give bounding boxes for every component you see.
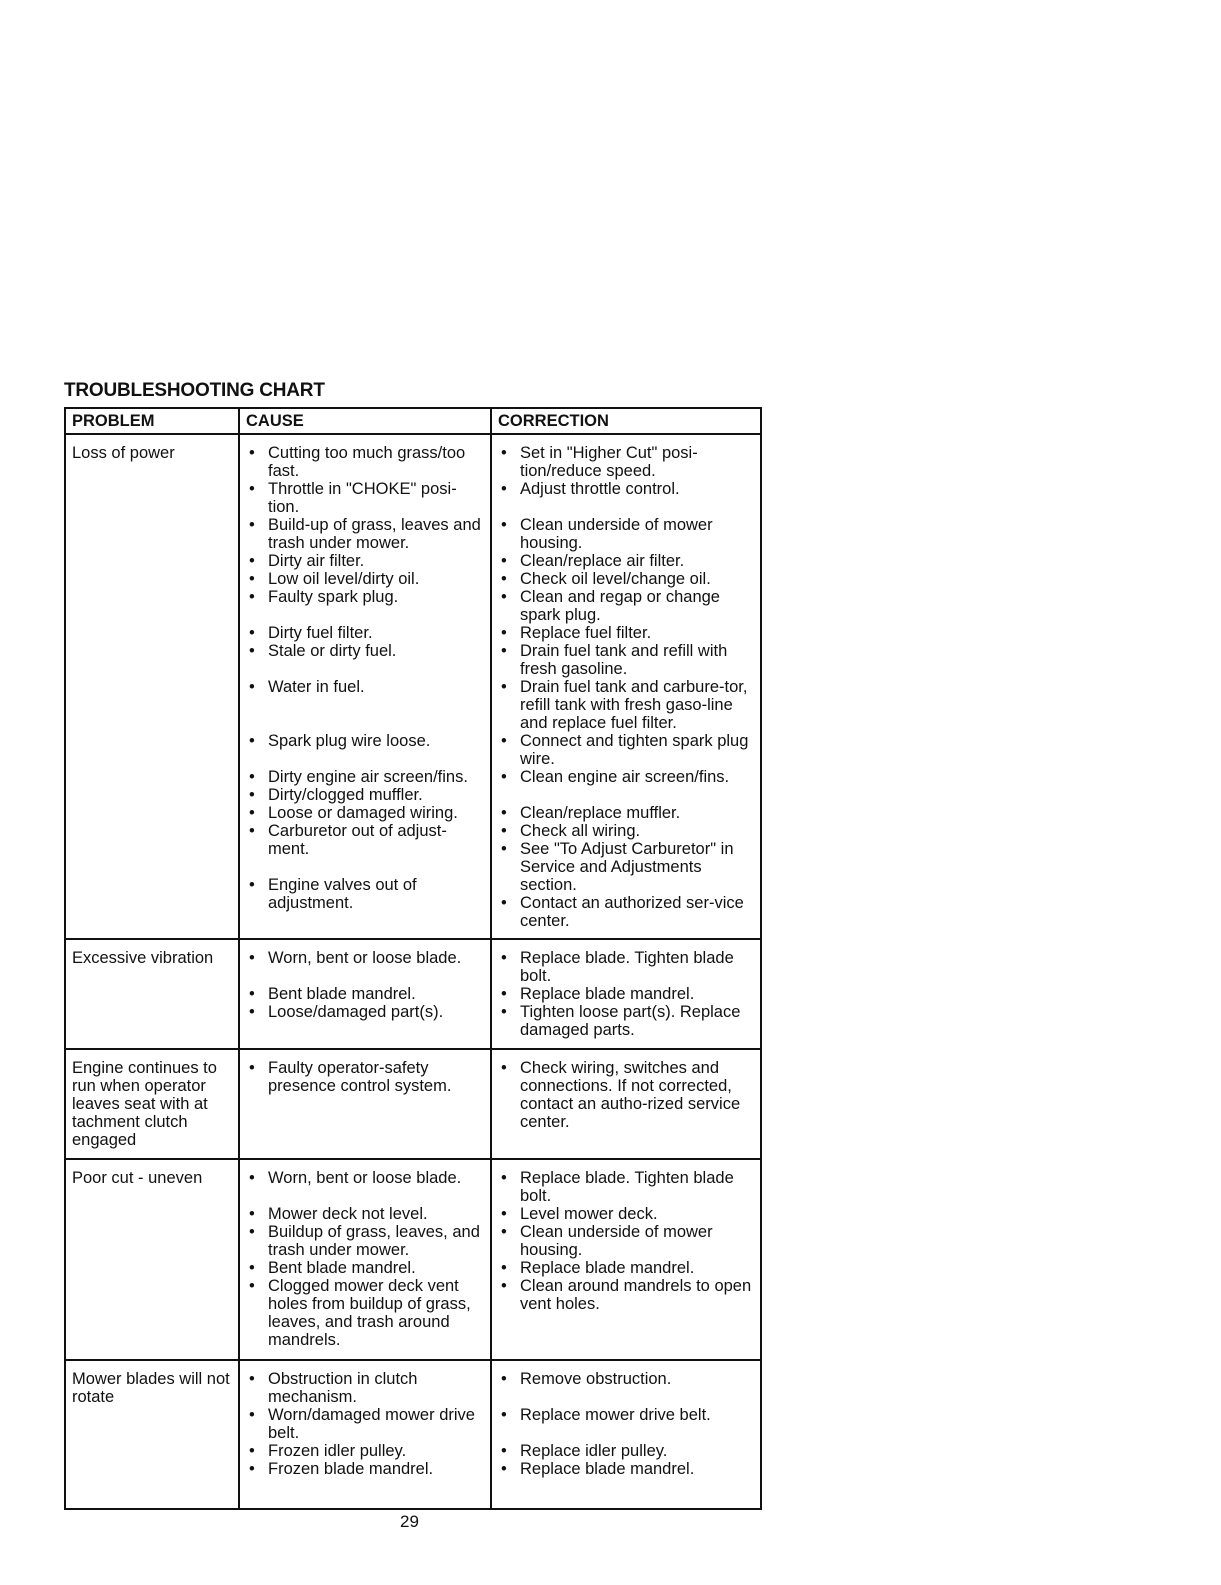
cause-item: • Faulty spark plug. (246, 588, 486, 606)
cause-cell (240, 1050, 492, 1158)
problem-cell: Engine continues to run when operator leaves seat with at tachment clutch engaged (66, 1050, 240, 1158)
cause-item: • Spark plug wire loose. (246, 732, 486, 750)
cause-item: • Dirty fuel filter. (246, 624, 486, 642)
cause-item: • Bent blade mandrel. (246, 1259, 486, 1277)
cause-item: • Bent blade mandrel. (246, 985, 486, 1003)
correction-item: • Clean/replace air filter. (498, 552, 756, 570)
table-row (66, 433, 760, 938)
cause-item: • Low oil level/dirty oil. (246, 570, 486, 588)
cause-item: • Throttle in "CHOKE" posi-tion. (246, 480, 486, 516)
cause-item: • Cutting too much grass/too fast. (246, 444, 486, 480)
correction-cell (492, 940, 760, 1048)
correction-item: • Replace blade mandrel. (498, 1460, 756, 1478)
correction-item: • Replace fuel filter. (498, 624, 756, 642)
problem-cell: Poor cut - uneven (66, 1160, 240, 1359)
correction-cell (492, 1050, 760, 1158)
cause-item: • Carburetor out of adjust-ment. (246, 822, 486, 858)
correction-item: • Contact an authorized ser-vice center. (498, 894, 756, 930)
correction-item: • Clean around mandrels to open vent holes. (498, 1277, 756, 1313)
correction-item: • Check wiring, switches and connections. If not corrected, contact an autho-rized service center. (498, 1059, 756, 1131)
correction-cell (492, 1361, 760, 1508)
cause-item: • Worn, bent or loose blade. (246, 1169, 486, 1187)
cause-cell (240, 435, 492, 938)
cause-item: • Loose/damaged part(s). (246, 1003, 486, 1021)
correction-item: • Replace blade. Tighten blade bolt. (498, 949, 756, 985)
correction-item: • Clean/replace muffler. (498, 804, 756, 822)
correction-item: • Tighten loose part(s). Replace damaged parts. (498, 1003, 756, 1039)
cause-item: • Worn, bent or loose blade. (246, 949, 486, 967)
cause-item: • Water in fuel. (246, 678, 486, 696)
correction-item: • Adjust throttle control. (498, 480, 756, 498)
correction-item: • Clean underside of mower housing. (498, 516, 756, 552)
header-problem: PROBLEM (66, 409, 240, 433)
table-row (66, 1048, 760, 1158)
correction-item: • Remove obstruction. (498, 1370, 756, 1388)
troubleshooting-table (64, 407, 762, 1510)
problem-cell: Excessive vibration (66, 940, 240, 1048)
table-row (66, 938, 760, 1048)
correction-item: • Clean engine air screen/fins. (498, 768, 756, 786)
correction-item: • Level mower deck. (498, 1205, 756, 1223)
cause-item: • Dirty/clogged muffler. (246, 786, 486, 804)
correction-cell (492, 435, 760, 938)
cause-item: • Mower deck not level. (246, 1205, 486, 1223)
correction-item: • Drain fuel tank and refill with fresh gasoline. (498, 642, 756, 678)
correction-item: • Check all wiring. (498, 822, 756, 840)
correction-item: • Replace blade mandrel. (498, 1259, 756, 1277)
table-row (66, 1158, 760, 1359)
problem-cell: Mower blades will not rotate (66, 1361, 240, 1508)
header-correction: CORRECTION (498, 412, 609, 430)
cause-item: • Dirty engine air screen/fins. (246, 768, 486, 786)
page-number: 29 (400, 1512, 419, 1531)
correction-item: • Check oil level/change oil. (498, 570, 756, 588)
cause-item: • Faulty operator-safety presence control system. (246, 1059, 486, 1095)
cause-item: • Obstruction in clutch mechanism. (246, 1370, 486, 1406)
problem-cell: Loss of power (66, 435, 240, 938)
cause-item: • Stale or dirty fuel. (246, 642, 486, 660)
correction-item: • Clean and regap or change spark plug. (498, 588, 756, 624)
cause-item: • Dirty air filter. (246, 552, 486, 570)
cause-item: • Frozen blade mandrel. (246, 1460, 486, 1478)
cause-cell (240, 1361, 492, 1508)
chart-title: TROUBLESHOOTING CHART (64, 380, 325, 401)
header-cause: CAUSE (240, 409, 492, 433)
correction-item: • Replace mower drive belt. (498, 1406, 756, 1424)
cause-item: • Loose or damaged wiring. (246, 804, 486, 822)
correction-item: • Drain fuel tank and carbure-tor, refill tank with fresh gaso-line and replace fuel filter. (498, 678, 756, 732)
correction-item: • See "To Adjust Carburetor" in Service and Adjustments section. (498, 840, 756, 894)
correction-item: • Set in "Higher Cut" posi-tion/reduce speed. (498, 444, 756, 480)
correction-item: • Connect and tighten spark plug wire. (498, 732, 756, 768)
correction-cell (492, 1160, 760, 1359)
correction-item: • Replace idler pulley. (498, 1442, 756, 1460)
cause-cell (240, 940, 492, 1048)
cause-item: • Worn/damaged mower drive belt. (246, 1406, 486, 1442)
correction-item: • Replace blade mandrel. (498, 985, 756, 1003)
cause-item: • Frozen idler pulley. (246, 1442, 486, 1460)
cause-item: • Clogged mower deck vent holes from buildup of grass, leaves, and trash around mandrels. (246, 1277, 486, 1349)
correction-item: • Replace blade. Tighten blade bolt. (498, 1169, 756, 1205)
cause-cell (240, 1160, 492, 1359)
correction-item: • Clean underside of mower housing. (498, 1223, 756, 1259)
cause-item: • Build-up of grass, leaves and trash under mower. (246, 516, 486, 552)
table-header-row (66, 409, 760, 433)
table-row (66, 1359, 760, 1508)
cause-item: • Buildup of grass, leaves, and trash under mower. (246, 1223, 486, 1259)
cause-item: • Engine valves out of adjustment. (246, 876, 486, 912)
